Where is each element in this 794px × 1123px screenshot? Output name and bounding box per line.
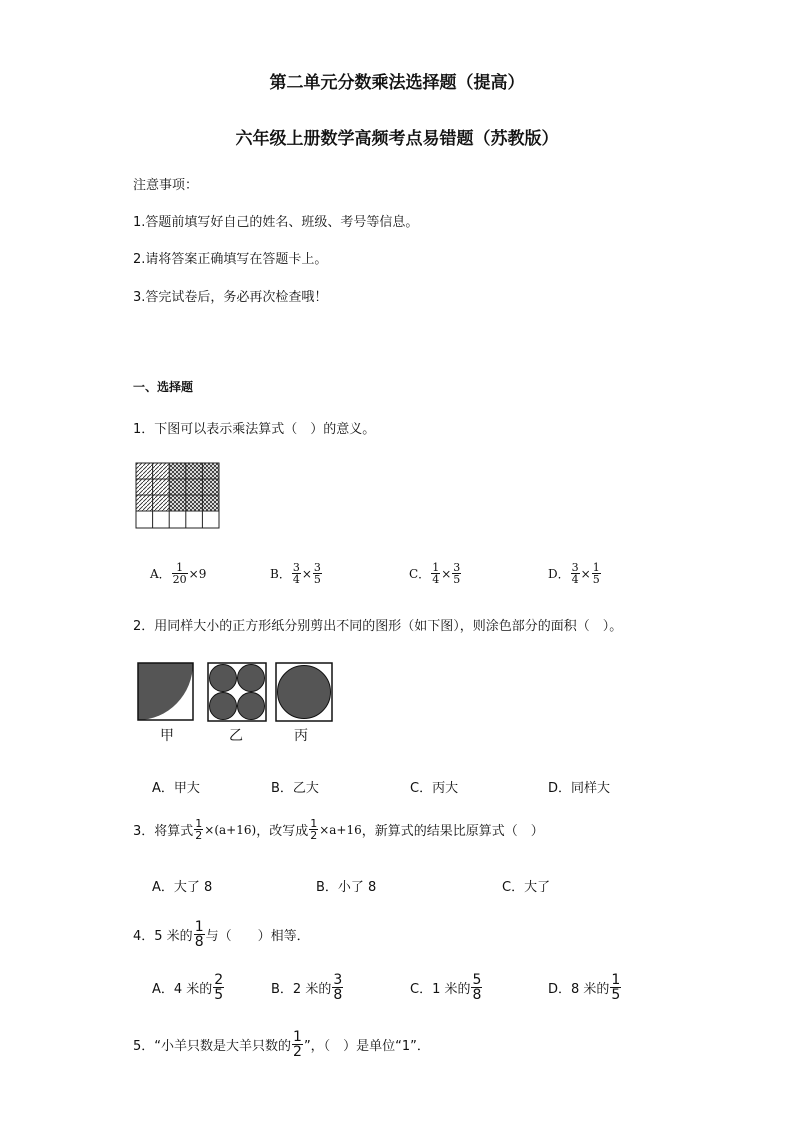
notice-item: 3.答完试卷后，务必再次检查哦！ <box>133 290 328 305</box>
question-5-stem: 5．“小羊只数是大羊只数的 $\frac{1}{2}$ ”，（ ）是单位“1”． <box>133 1029 430 1060</box>
question-1-grid-figure <box>135 462 221 530</box>
question-2-stem: 2．用同样大小的正方形纸分别剪出不同的图形（如下图），则涂色部分的面积（ ）。 <box>133 619 623 634</box>
question-2-option-d[interactable]: D．同样大 <box>548 781 611 796</box>
question-2-option-a[interactable]: A．甲大 <box>152 781 200 796</box>
question-4-option-b[interactable]: B．2 米的 $\frac{3}{8}$ <box>271 972 343 1003</box>
question-4-option-d[interactable]: D．8 米的 $\frac{1}{5}$ <box>548 972 621 1003</box>
figure-bing-circle <box>275 662 333 722</box>
question-1-option-d[interactable]: D． $\frac{3}{4}$ × $\frac{1}{5}$ <box>548 561 600 586</box>
figure-label-yi: 乙 <box>229 728 243 744</box>
figure-yi-four-circles <box>207 662 267 722</box>
question-3-option-a[interactable]: A．大了 8 <box>152 880 213 895</box>
question-4-option-c[interactable]: C．1 米的 $\frac{5}{8}$ <box>410 972 482 1003</box>
question-1-option-c[interactable]: C． $\frac{1}{4}$ × $\frac{3}{5}$ <box>409 561 461 586</box>
notice-item: 2.请将答案正确填写在答题卡上。 <box>133 252 328 267</box>
question-3-stem: 3．将算式 $\frac{1}{2}$ ×(a+16) ，改写成 $\frac{1}{2}$ ×a+16 ，新算式的结果比原算式（ ） <box>133 817 544 842</box>
figure-label-jia: 甲 <box>160 728 174 744</box>
figure-label-bing: 丙 <box>294 728 308 744</box>
question-4-stem: 4．5 米的 $\frac{1}{8}$ 与（ ）相等． <box>133 919 310 950</box>
question-3-option-c[interactable]: C．大了 <box>502 880 551 895</box>
page-subtitle: 六年级上册数学高频考点易错题（苏教版） <box>235 129 559 149</box>
question-1-stem: 1．下图可以表示乘法算式（ ）的意义。 <box>133 422 376 437</box>
question-4-option-a[interactable]: A．4 米的 $\frac{2}{5}$ <box>152 972 224 1003</box>
notice-item: 1.答题前填写好自己的姓名、班级、考号等信息。 <box>133 215 419 230</box>
question-1-option-b[interactable]: B． $\frac{3}{4}$ × $\frac{3}{5}$ <box>270 561 321 586</box>
question-2-option-c[interactable]: C．丙大 <box>410 781 459 796</box>
section-heading: 一、选择题 <box>133 380 194 394</box>
question-2-option-b[interactable]: B．乙大 <box>271 781 319 796</box>
figure-jia-quarter-circle <box>137 662 195 722</box>
notice-heading: 注意事项： <box>133 178 199 193</box>
question-1-option-a[interactable]: A． $\frac{1}{20}$ ×9 <box>150 561 207 586</box>
question-3-option-b[interactable]: B．小了 8 <box>316 880 377 895</box>
page-title: 第二单元分数乘法选择题（提高） <box>269 73 525 93</box>
